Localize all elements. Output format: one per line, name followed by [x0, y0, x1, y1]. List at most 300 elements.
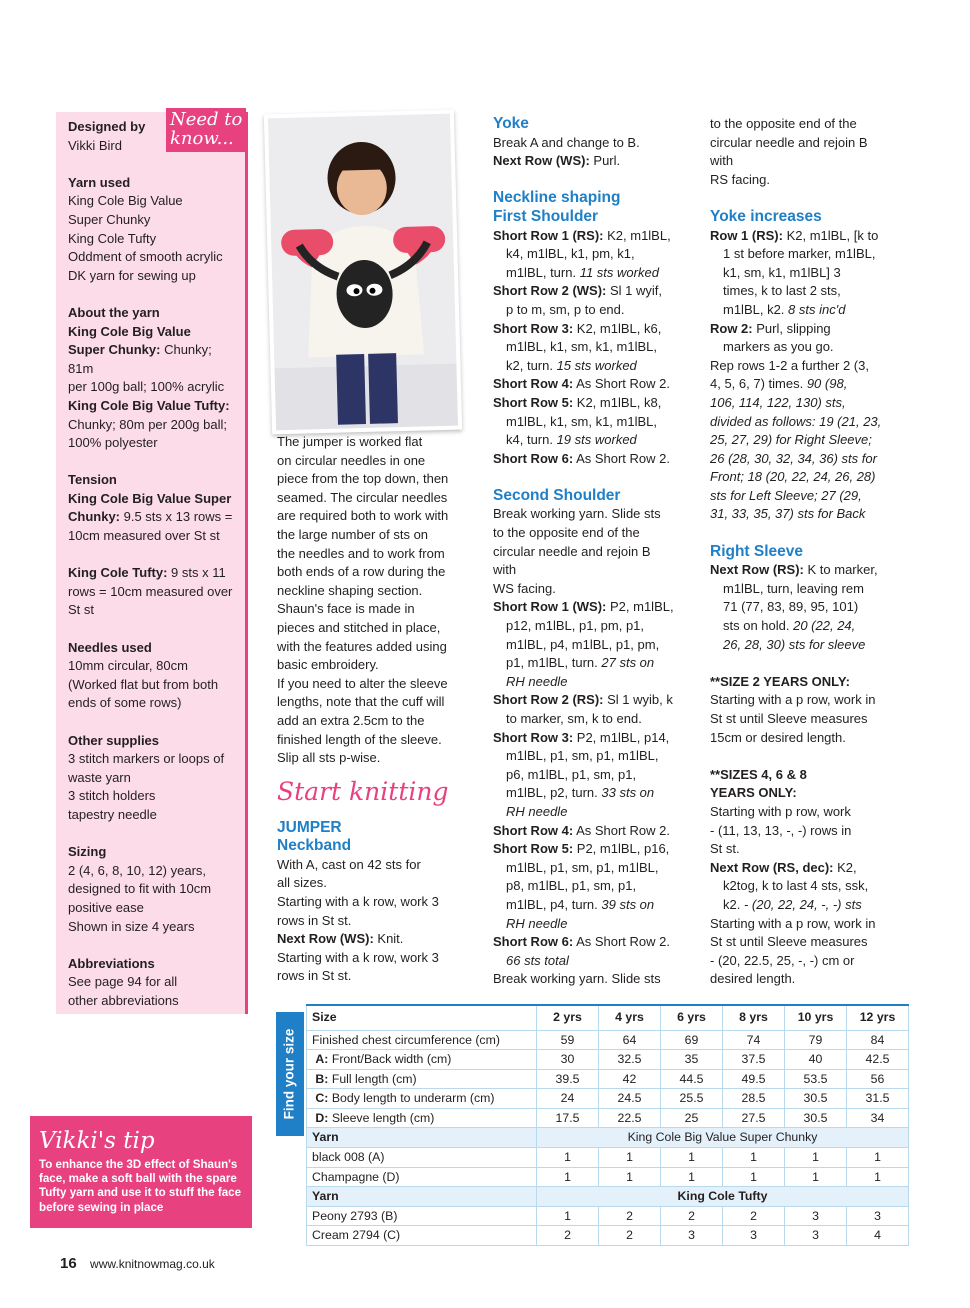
stitch-count: RH needle — [506, 803, 568, 819]
intro-line: the large number of sts on — [277, 526, 429, 542]
table-header-cell: 10 yrs — [785, 1005, 847, 1030]
pattern-line — [493, 654, 683, 673]
vikkis-tip-box — [30, 1116, 252, 1228]
table-row — [307, 1167, 909, 1187]
tension-line: King Cole Big Value Super — [68, 490, 232, 506]
row-text: k4, turn. — [506, 432, 557, 448]
tension-bold: King Cole Tufty: — [68, 565, 168, 581]
table-cell: 64 — [599, 1030, 661, 1050]
row-text: As Short Row 2. — [573, 450, 670, 466]
photo-frame — [268, 114, 458, 431]
table-cell: 59 — [537, 1030, 599, 1050]
yarn-name: King Cole Big Value Super Chunky — [537, 1128, 909, 1148]
neckband-line: rows in St st. — [277, 912, 352, 928]
table-cell: 1 — [661, 1148, 723, 1168]
intro-line: with the features added using — [277, 638, 447, 654]
table-cell: 3 — [661, 1226, 723, 1246]
intro-line: Slip all sts p-wise. — [277, 750, 381, 766]
pattern-line — [710, 617, 910, 636]
table-row-label: Peony 2793 (B) — [307, 1206, 537, 1226]
designer-name: Vikki Bird — [68, 137, 122, 153]
table-cell: 2 — [537, 1226, 599, 1246]
table-cell: 31.5 — [847, 1089, 909, 1109]
stitch-count: 19 sts worked — [556, 432, 637, 448]
pattern-line: m1lBL, p1, sm, p1, m1lBL, — [506, 859, 659, 875]
about-yarn-line: per 100g ball; 100% acrylic — [68, 379, 225, 395]
neckband-line: rows in St st. — [277, 968, 352, 984]
yoke-column — [493, 115, 683, 989]
sizing-line: Shown in size 4 years — [68, 918, 195, 934]
table-cell: 30.5 — [785, 1089, 847, 1109]
pattern-line — [493, 691, 683, 710]
intro-line: pieces and stitched in place, — [277, 619, 441, 635]
stitch-count: 90 (98, — [806, 376, 848, 392]
table-header-cell: 4 yrs — [599, 1005, 661, 1030]
size-table-section — [276, 1004, 970, 1243]
pattern-line: circular needle and rejoin B — [710, 134, 868, 150]
pattern-line — [493, 394, 683, 413]
abbreviations-heading: Abbreviations — [68, 955, 155, 971]
row-label: Short Row 4: — [493, 376, 574, 392]
tension-heading: Tension — [68, 472, 117, 488]
row-text: P2, m1lBL, p16, — [573, 841, 670, 857]
spacer — [710, 747, 910, 766]
size-2-heading: **SIZE 2 YEARS ONLY: — [710, 673, 850, 689]
pattern-line: m1lBL, turn, leaving rem — [723, 580, 864, 596]
stitch-count: Front; 18 (20, 22, 24, 26, 28) — [710, 469, 876, 485]
sizing-line: designed to fit with 10cm — [68, 881, 212, 897]
pattern-line — [493, 431, 683, 450]
spacer — [710, 189, 910, 208]
table-cell: 44.5 — [661, 1069, 723, 1089]
pattern-line — [493, 450, 683, 469]
pattern-line — [493, 840, 683, 859]
row-text: k2, turn. — [506, 357, 557, 373]
find-your-size-tab — [276, 1012, 304, 1136]
row-text: As Short Row 2. — [573, 376, 670, 392]
pattern-line — [493, 822, 683, 841]
sizing-line: positive ease — [68, 899, 144, 915]
row-label: Short Row 2 (WS): — [493, 283, 607, 299]
sizes-4-6-8-heading: YEARS ONLY: — [710, 785, 797, 801]
yoke-line: Break A and change to B. — [493, 134, 640, 150]
table-cell: 1 — [847, 1167, 909, 1187]
row-text: K2, m1lBL, — [603, 227, 671, 243]
pattern-line: 15cm or desired length. — [710, 729, 846, 745]
right-sleeve-heading: Right Sleeve — [710, 542, 804, 560]
table-cell: 1 — [785, 1167, 847, 1187]
pattern-line — [493, 933, 683, 952]
intro-line: add an extra 2.5cm to the — [277, 712, 425, 728]
table-row — [307, 1050, 909, 1070]
pattern-line — [710, 375, 910, 394]
intro-line: basic embroidery. — [277, 657, 379, 673]
pattern-line: 1 st before marker, m1lBL, — [723, 246, 876, 262]
about-yarn-bold: Super Chunky: — [68, 342, 161, 358]
table-row-label — [307, 1108, 537, 1128]
stitch-count: 106, 114, 122, 130) sts, — [710, 394, 846, 410]
row-text: k2. — [723, 896, 744, 912]
page-number: 16 — [60, 1255, 77, 1272]
row-text: p1, m1lBL, turn. — [506, 655, 602, 671]
pattern-line: 71 (77, 83, 89, 95, 101) — [723, 599, 859, 615]
row-text: P2, m1lBL, — [606, 599, 674, 615]
table-header-cell: Size — [307, 1005, 537, 1030]
neckband-line: Starting with a k row, work 3 — [277, 949, 439, 965]
pattern-line: p6, m1lBL, p1, sm, p1, — [506, 766, 637, 782]
measure-letter: A: — [315, 1052, 329, 1067]
stitch-count: 31, 33, 35, 37) sts for Back — [710, 506, 866, 522]
second-shoulder-heading: Second Shoulder — [493, 486, 621, 504]
measure-letter: B: — [315, 1071, 329, 1086]
tension-line — [68, 564, 233, 583]
intro-line: both ends of a row during the — [277, 564, 446, 580]
table-cell: 1 — [785, 1148, 847, 1168]
row-text: 4, 5, 6, 7) times. — [710, 376, 807, 392]
stitch-count: 66 sts total — [506, 952, 569, 968]
table-row-label: Cream 2794 (C) — [307, 1226, 537, 1246]
row-text: m1lBL, turn. — [506, 264, 580, 280]
measure-label: Body length to underarm (cm) — [328, 1091, 495, 1106]
table-row-label: Finished chest circumference (cm) — [307, 1030, 537, 1050]
stitch-count: divided as follows: 19 (21, 23, — [710, 413, 882, 429]
pattern-line — [493, 729, 683, 748]
row-text: sts on hold. — [723, 618, 794, 634]
table-cell: 1 — [537, 1167, 599, 1187]
table-cell: 1 — [537, 1148, 599, 1168]
table-row-label: Champagne (D) — [307, 1167, 537, 1187]
spacer — [493, 171, 683, 190]
row-text: K2, m1lBL, k8, — [573, 394, 662, 410]
pattern-line: k1, sm, k1, m1lBL] 3 — [723, 264, 841, 280]
pattern-line: RS facing. — [710, 171, 770, 187]
tension-line: St st — [68, 602, 95, 618]
stitch-count: 25, 27, 29) for Right Sleeve; — [710, 432, 872, 448]
pattern-line — [710, 561, 910, 580]
measure-label: Sleeve length (cm) — [328, 1110, 435, 1125]
pattern-line: m1lBL, p1, sm, p1, m1lBL, — [506, 748, 659, 764]
pattern-line: with — [493, 562, 517, 578]
yoke-increases-heading: Yoke increases — [710, 207, 822, 225]
pattern-line: - (11, 13, 13, -, -) rows in — [710, 822, 852, 838]
intro-line: seamed. The circular needles — [277, 489, 448, 505]
pattern-line: Starting with a p row, work in — [710, 915, 876, 931]
pattern-line — [710, 320, 910, 339]
stitch-count: sts for Left Sleeve; 27 (29, — [710, 487, 862, 503]
table-header-cell: 2 yrs — [537, 1005, 599, 1030]
row-text: K2, m1lBL, k6, — [573, 320, 662, 336]
sizing-line: 2 (4, 6, 8, 10, 12) years, — [68, 862, 207, 878]
measure-label: Full length (cm) — [328, 1071, 417, 1086]
row-text: K2, m1lBL, [k to — [782, 227, 879, 243]
pattern-line: k2tog, k to last 4 sts, ssk, — [723, 878, 869, 894]
table-row-label — [307, 1050, 537, 1070]
row-text: Sl 1 wyib, k — [603, 692, 673, 708]
table-cell: 27.5 — [723, 1108, 785, 1128]
table-row-label — [307, 1089, 537, 1109]
pattern-line: p8, m1lBL, p1, sm, p1, — [506, 878, 637, 894]
pattern-line: to marker, sm, k to end. — [506, 711, 642, 726]
pattern-line: m1lBL, k1, sm, k1, m1lBL, — [506, 413, 657, 429]
row-text: Purl, slipping — [752, 320, 831, 336]
pattern-line — [493, 227, 683, 246]
yarn-heading-label: Yarn — [307, 1187, 537, 1207]
spacer — [710, 524, 910, 543]
other-supplies-line: 3 stitch markers or loops of — [68, 751, 225, 767]
pattern-line: Rep rows 1-2 a further 2 (3, — [710, 357, 869, 373]
table-cell: 74 — [723, 1030, 785, 1050]
table-cell: 42.5 — [847, 1050, 909, 1070]
start-knitting-heading: Start knitting — [277, 776, 449, 806]
stitch-count: RH needle — [506, 673, 568, 689]
table-row — [307, 1226, 909, 1246]
table-cell: 40 — [785, 1050, 847, 1070]
pattern-line: to the opposite end of the — [493, 525, 640, 541]
pattern-line — [493, 896, 683, 915]
need-to-know-panel — [56, 109, 248, 1014]
need-to-know-badge: Need to know... — [166, 108, 246, 152]
yoke-line — [493, 152, 683, 171]
about-yarn-heading: About the yarn — [68, 304, 160, 320]
table-cell: 39.5 — [537, 1069, 599, 1089]
row-label: Short Row 3: — [493, 729, 574, 745]
table-cell: 1 — [537, 1206, 599, 1226]
table-cell: 1 — [599, 1148, 661, 1168]
neckband-bold: Next Row (WS): — [277, 931, 374, 947]
table-cell: 56 — [847, 1069, 909, 1089]
pattern-line: k4, m1lBL, k1, pm, k1, — [506, 246, 635, 262]
table-cell: 69 — [661, 1030, 723, 1050]
spacer — [710, 654, 910, 673]
tension-line: 10cm measured over St st — [68, 528, 220, 544]
pattern-line: - (20, 22.5, 25, -, -) cm or — [710, 952, 855, 968]
needles-line: (Worked flat but from both — [68, 676, 219, 692]
table-cell: 49.5 — [723, 1069, 785, 1089]
other-supplies-line: tapestry needle — [68, 806, 157, 822]
table-cell: 28.5 — [723, 1089, 785, 1109]
table-cell: 24 — [537, 1089, 599, 1109]
row-label: Short Row 2 (RS): — [493, 692, 604, 708]
pattern-line — [710, 301, 910, 320]
pattern-line: m1lBL, k1, sm, k1, m1lBL, — [506, 339, 657, 355]
table-cell: 17.5 — [537, 1108, 599, 1128]
table-cell: 3 — [723, 1226, 785, 1246]
row-label: Next Row (RS, dec): — [710, 859, 834, 875]
table-row-label — [307, 1069, 537, 1089]
table-cell: 25.5 — [661, 1089, 723, 1109]
table-cell: 3 — [785, 1226, 847, 1246]
pattern-line: Starting with a p row, work in — [710, 692, 876, 708]
yarn-used-line: DK yarn for sewing up — [68, 267, 196, 283]
table-cell: 32.5 — [599, 1050, 661, 1070]
table-cell: 1 — [661, 1167, 723, 1187]
table-cell: 35 — [661, 1050, 723, 1070]
tension-line — [68, 508, 233, 527]
stitch-count: 27 sts on — [601, 655, 655, 671]
table-cell: 25 — [661, 1108, 723, 1128]
stitch-count: 15 sts worked — [556, 357, 637, 373]
pattern-line: Break working yarn. Slide sts — [493, 971, 661, 987]
table-cell: 24.5 — [599, 1089, 661, 1109]
pattern-line: desired length. — [710, 971, 796, 987]
stitch-count: 8 sts inc'd — [788, 301, 846, 317]
intro-line: finished length of the sleeve. — [277, 731, 442, 747]
row-text: K to marker, — [803, 562, 878, 578]
tension-text: 9 sts x 11 — [167, 565, 226, 581]
pattern-line: markers as you go. — [723, 339, 834, 355]
yoke-text: Purl. — [589, 153, 621, 169]
row-label: Short Row 6: — [493, 934, 574, 950]
table-cell: 42 — [599, 1069, 661, 1089]
abbreviations-line: other abbreviations — [68, 992, 179, 1008]
neckband-line — [277, 930, 467, 949]
about-yarn-line: Chunky; 80m per 200g ball; — [68, 416, 227, 432]
intro-line: are required both to work with — [277, 508, 449, 524]
yarn-used-line: Super Chunky — [68, 211, 151, 227]
needles-line: ends of some rows) — [68, 695, 182, 711]
table-cell: 2 — [661, 1206, 723, 1226]
table-row — [307, 1069, 909, 1089]
pattern-line: WS facing. — [493, 580, 556, 596]
needles-line: 10mm circular, 80cm — [68, 658, 188, 674]
yoke-bold: Next Row (WS): — [493, 153, 590, 169]
stitch-count: 26 (28, 30, 32, 34, 36) sts for — [710, 450, 877, 466]
table-cell: 3 — [785, 1206, 847, 1226]
tip-title: Vikki's tip — [39, 1128, 155, 1154]
neckline-shaping-heading: Neckline shaping — [493, 189, 621, 207]
row-text: m1lBL, p2, turn. — [506, 785, 602, 801]
about-yarn-line — [68, 341, 233, 378]
yarn-name: King Cole Tufty — [537, 1187, 909, 1207]
other-supplies-line: waste yarn — [68, 769, 131, 785]
about-yarn-line: 100% polyester — [68, 435, 158, 451]
pattern-line: Starting with p row, work — [710, 803, 851, 819]
table-row — [307, 1089, 909, 1109]
table-cell: 53.5 — [785, 1069, 847, 1089]
designed-by-heading: Designed by — [68, 119, 146, 134]
stitch-count: RH needle — [506, 915, 568, 931]
table-cell: 2 — [599, 1226, 661, 1246]
yarn-used-line: Oddment of smooth acrylic — [68, 249, 223, 265]
yoke-heading: Yoke — [493, 115, 529, 132]
yarn-used-heading: Yarn used — [68, 174, 131, 190]
measure-letter: D: — [315, 1110, 329, 1125]
stitch-count: - (20, 22, 24, -, -) sts — [743, 896, 862, 912]
neckband-line: Starting with a k row, work 3 — [277, 894, 439, 910]
find-your-size-label: Find your size — [281, 1028, 297, 1120]
other-supplies-line: 3 stitch holders — [68, 788, 156, 804]
table-row — [307, 1148, 909, 1168]
other-supplies-heading: Other supplies — [68, 732, 160, 748]
intro-line: lengths, note that the cuff will — [277, 694, 445, 710]
child-jumper-photo — [264, 110, 462, 435]
row-text: K2, — [833, 859, 857, 875]
pattern-line — [493, 375, 683, 394]
table-cell: 37.5 — [723, 1050, 785, 1070]
yarn-heading-row — [307, 1128, 909, 1148]
pattern-line — [493, 784, 683, 803]
table-header-cell: 8 yrs — [723, 1005, 785, 1030]
needles-heading: Needles used — [68, 639, 152, 655]
row-label: Short Row 4: — [493, 822, 574, 838]
intro-line: If you need to alter the sleeve — [277, 675, 448, 691]
table-cell: 4 — [847, 1226, 909, 1246]
pattern-line: times, k to last 2 sts, — [723, 283, 841, 299]
tension-text: 9.5 sts x 13 rows = — [120, 509, 233, 525]
stitch-count: 11 sts worked — [579, 264, 659, 280]
table-cell: 22.5 — [599, 1108, 661, 1128]
row-text: m1lBL, k2. — [723, 301, 789, 317]
row-label: Next Row (RS): — [710, 562, 804, 578]
table-cell: 1 — [723, 1148, 785, 1168]
sizes-4-6-8-heading: **SIZES 4, 6 & 8 — [710, 766, 807, 782]
page-footer — [60, 1255, 215, 1274]
table-row-label: black 008 (A) — [307, 1148, 537, 1168]
row-text: m1lBL, p4, turn. — [506, 896, 602, 912]
neckband-line: With A, cast on 42 sts for — [277, 856, 421, 872]
intro-line: The jumper is worked flat — [277, 434, 423, 449]
row-label: Short Row 5: — [493, 841, 574, 857]
table-header-cell: 6 yrs — [661, 1005, 723, 1030]
tip-body: To enhance the 3D effect of Shaun's face, make a soft ball with the spare Tufty yarn and use it to stuff the face before sewing in place — [39, 1158, 242, 1214]
pattern-line — [493, 357, 683, 376]
row-label: Short Row 1 (RS): — [493, 227, 604, 243]
pattern-line: p12, m1lBL, p1, pm, p1, — [506, 618, 645, 634]
row-text: P2, m1lBL, p14, — [573, 729, 670, 745]
row-label: Short Row 3: — [493, 320, 574, 336]
about-yarn-line: King Cole Big Value Tufty: — [68, 397, 230, 413]
abbreviations-line: See page 94 for all — [68, 974, 178, 990]
table-cell: 1 — [599, 1167, 661, 1187]
jumper-heading: JUMPER — [277, 818, 342, 836]
row-text: As Short Row 2. — [573, 822, 670, 838]
table-row — [307, 1030, 909, 1050]
table-row — [307, 1108, 909, 1128]
pattern-line — [710, 227, 910, 246]
first-shoulder-heading: First Shoulder — [493, 207, 599, 225]
pattern-line: St st. — [710, 841, 740, 857]
row-text: Sl 1 wyif, — [606, 283, 663, 299]
intro-line: neckline shaping section. — [277, 582, 423, 598]
stitch-count: 33 sts on — [601, 785, 655, 801]
row-label: Row 2: — [710, 320, 753, 336]
pattern-line: with — [710, 153, 734, 169]
stitch-count: 39 sts on — [601, 896, 655, 912]
table-header-cell: 12 yrs — [847, 1005, 909, 1030]
yarn-used-line: King Cole Big Value — [68, 193, 183, 209]
about-yarn-line: King Cole Big Value — [68, 323, 191, 339]
table-cell: 2 — [723, 1206, 785, 1226]
child-illustration — [268, 114, 458, 431]
neckband-text: Knit. — [373, 931, 404, 947]
yarn-heading-label: Yarn — [307, 1128, 537, 1148]
table-header-row — [307, 1005, 909, 1030]
pattern-line — [493, 598, 683, 617]
pattern-line — [493, 264, 683, 283]
intro-line: on circular needles in one — [277, 452, 426, 468]
row-label: Short Row 6: — [493, 450, 574, 466]
sleeve-column — [710, 115, 910, 989]
table-cell: 79 — [785, 1030, 847, 1050]
table-row — [307, 1206, 909, 1226]
table-cell: 3 — [847, 1206, 909, 1226]
pattern-line — [493, 320, 683, 339]
pattern-line: St st until Sleeve measures — [710, 934, 868, 950]
pattern-line: m1lBL, p4, m1lBL, p1, pm, — [506, 636, 660, 652]
table-cell: 30 — [537, 1050, 599, 1070]
pattern-line: circular needle and rejoin B — [493, 543, 651, 559]
yarn-used-line: King Cole Tufty — [68, 230, 157, 246]
